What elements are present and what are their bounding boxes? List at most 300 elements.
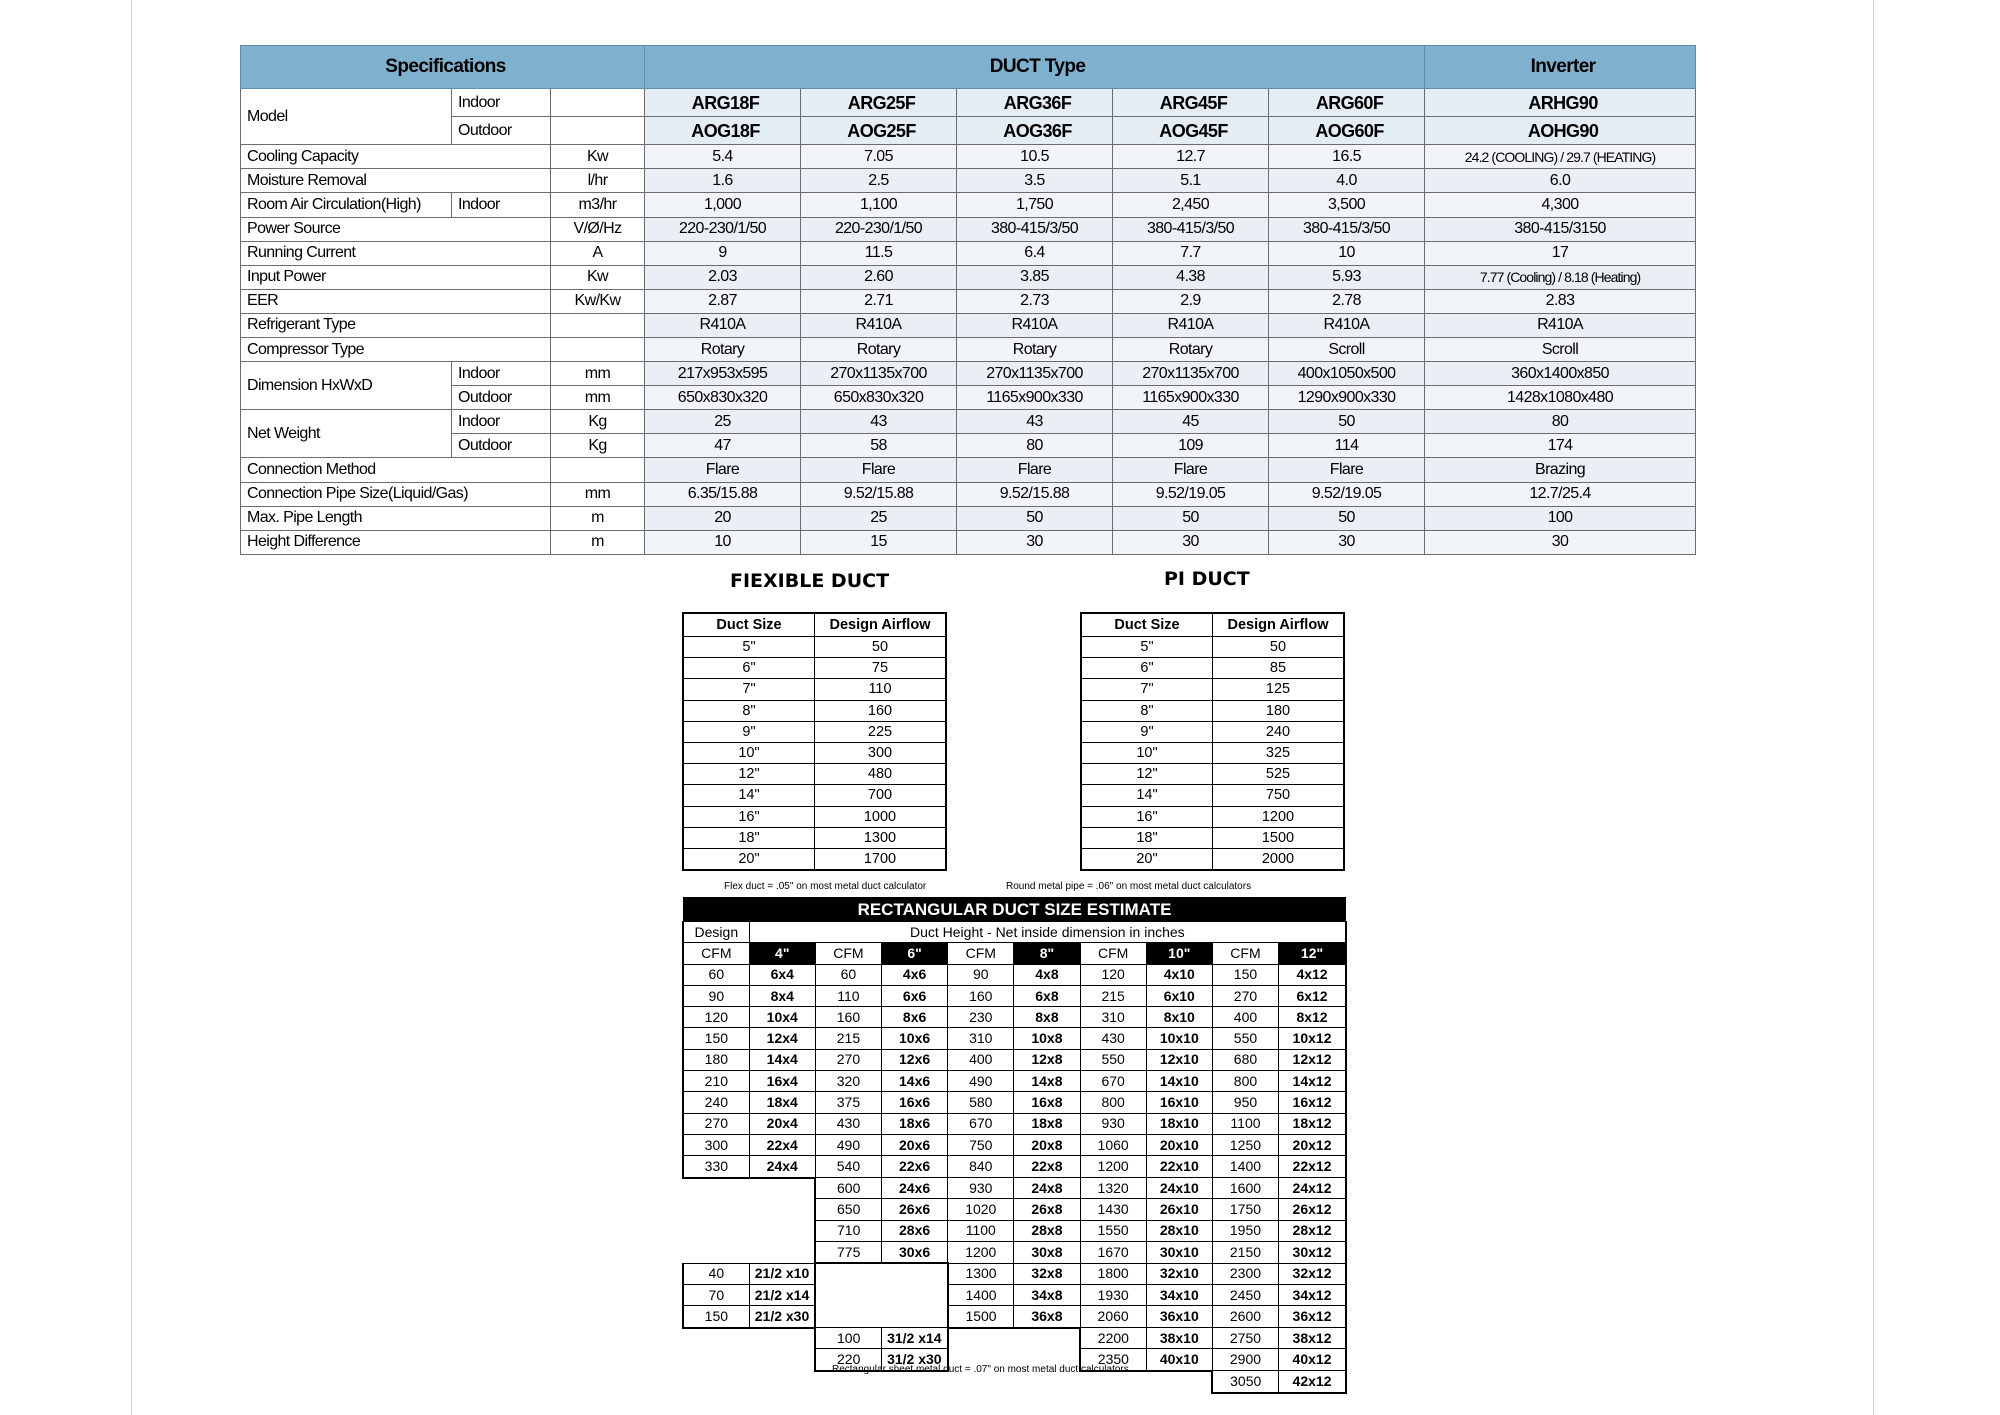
indoor-model: ARG25F — [801, 89, 957, 117]
cfm-cell: 950 — [1212, 1092, 1278, 1113]
spec-value: 25 — [801, 506, 957, 530]
duct-size-cell: 21/2 x30 — [749, 1306, 815, 1328]
spec-value: 1,000 — [645, 193, 801, 217]
duct-size-cell: 34x10 — [1146, 1285, 1212, 1306]
duct-size-cell: 6x10 — [1146, 985, 1212, 1006]
duct-size-cell: 7" — [1081, 679, 1213, 700]
duct-size-cell: 8x8 — [1014, 1007, 1080, 1028]
duct-size-cell: 12x6 — [882, 1049, 948, 1070]
cfm-cell: 1550 — [1080, 1220, 1146, 1241]
spec-label: EER — [241, 289, 551, 313]
cfm-cell: 2600 — [1212, 1306, 1278, 1328]
duct-size-cell: 8x4 — [749, 985, 815, 1006]
design-airflow-cell: 1000 — [815, 806, 947, 827]
cfm-header: CFM — [1212, 943, 1278, 964]
duct-size-cell: 20x6 — [882, 1134, 948, 1155]
net-weight-label: Net Weight — [241, 410, 452, 458]
dimension-indoor-value: 400x1050x500 — [1269, 362, 1425, 386]
spec-value: Brazing — [1425, 458, 1696, 482]
spec-unit: l/hr — [551, 169, 645, 193]
duct-size-cell: 20x8 — [1014, 1134, 1080, 1155]
duct-size-cell: 42x12 — [1279, 1371, 1346, 1393]
spec-value: R410A — [801, 313, 957, 337]
cfm-cell: 930 — [1080, 1113, 1146, 1134]
cfm-header: CFM — [1080, 943, 1146, 964]
cfm-cell: 710 — [815, 1220, 881, 1241]
inverter-header: Inverter — [1425, 46, 1696, 89]
unit-cell — [551, 89, 645, 117]
spec-value: 380-415/3/50 — [957, 217, 1113, 241]
indoor-label: Indoor — [452, 362, 551, 386]
cfm-cell — [683, 1241, 749, 1263]
duct-size-cell — [749, 1178, 815, 1199]
cfm-cell: 1430 — [1080, 1199, 1146, 1220]
cfm-cell: 2350 — [1080, 1349, 1146, 1371]
spec-value: 3.5 — [957, 169, 1113, 193]
cfm-cell: 1200 — [948, 1241, 1014, 1263]
cfm-cell — [683, 1349, 749, 1371]
duct-size-cell: 4x8 — [1014, 964, 1080, 985]
duct-size-cell: 32x8 — [1014, 1263, 1080, 1284]
duct-size-cell: 31/2 x14 — [882, 1328, 948, 1349]
outdoor-model: AOG36F — [957, 117, 1113, 145]
outdoor-label: Outdoor — [452, 434, 551, 458]
spec-label: Room Air Circulation(High) — [241, 193, 452, 217]
cfm-cell: 330 — [683, 1156, 749, 1178]
spec-unit: Kw — [551, 265, 645, 289]
spec-value: 7.77 (Cooling) / 8.18 (Heating) — [1425, 265, 1696, 289]
cfm-cell: 2060 — [1080, 1306, 1146, 1328]
cfm-cell: 1100 — [948, 1220, 1014, 1241]
duct-size-cell: 24x10 — [1146, 1178, 1212, 1199]
duct-size-cell: 22x8 — [1014, 1156, 1080, 1178]
dimension-outdoor-value: 1428x1080x480 — [1425, 386, 1696, 410]
duct-size-cell: 8x10 — [1146, 1007, 1212, 1028]
spec-value: Flare — [801, 458, 957, 482]
cfm-cell: 1670 — [1080, 1241, 1146, 1263]
cfm-cell: 550 — [1212, 1028, 1278, 1049]
cfm-cell: 930 — [948, 1178, 1014, 1199]
duct-size-cell: 12" — [683, 764, 815, 785]
cfm-cell — [683, 1371, 749, 1393]
spec-unit — [551, 337, 645, 361]
net-weight-outdoor-value: 109 — [1113, 434, 1269, 458]
duct-size-cell: 8x12 — [1279, 1007, 1346, 1028]
spec-value: 2.5 — [801, 169, 957, 193]
cfm-cell: 800 — [1080, 1092, 1146, 1113]
duct-height-3-header: 10" — [1146, 943, 1212, 964]
design-label: Design — [683, 922, 749, 943]
cfm-cell: 160 — [948, 985, 1014, 1006]
flex-duct-note: Flex duct = .05" on most metal duct calculator — [724, 881, 927, 892]
spec-value: Rotary — [1113, 337, 1269, 361]
duct-height-4-header: 12" — [1279, 943, 1346, 964]
spec-value: R410A — [1113, 313, 1269, 337]
spec-value: 380-415/3150 — [1425, 217, 1696, 241]
spec-value: 30 — [957, 530, 1113, 554]
spec-unit: mm — [551, 386, 645, 410]
cfm-cell: 300 — [683, 1134, 749, 1155]
design-airflow-cell: 110 — [815, 679, 947, 700]
duct-height-2-header: 8" — [1014, 943, 1080, 964]
design-airflow-cell: 75 — [815, 658, 947, 679]
duct-size-cell: 18" — [683, 827, 815, 848]
unit-cell — [551, 117, 645, 145]
duct-size-cell: 16x8 — [1014, 1092, 1080, 1113]
net-weight-indoor-value: 25 — [645, 410, 801, 434]
duct-size-cell: 18x8 — [1014, 1113, 1080, 1134]
cfm-cell: 540 — [815, 1156, 881, 1178]
spec-value: R410A — [957, 313, 1113, 337]
duct-size-cell: 18x6 — [882, 1113, 948, 1134]
outdoor-label: Outdoor — [452, 117, 551, 145]
cfm-cell: 90 — [683, 985, 749, 1006]
cfm-cell — [948, 1328, 1014, 1349]
duct-size-cell: 40x12 — [1279, 1349, 1346, 1371]
spec-value: 3.85 — [957, 265, 1113, 289]
duct-size-cell — [749, 1199, 815, 1220]
duct-size-cell: 22x4 — [749, 1134, 815, 1155]
duct-size-cell: 10" — [1081, 742, 1213, 763]
duct-size-cell: 34x8 — [1014, 1285, 1080, 1306]
spec-value: 15 — [801, 530, 957, 554]
duct-size-cell — [1146, 1371, 1212, 1393]
cfm-cell: 100 — [815, 1328, 881, 1349]
spec-value: 3,500 — [1269, 193, 1425, 217]
rect-title: RECTANGULAR DUCT SIZE ESTIMATE — [683, 897, 1346, 922]
duct-size-cell: 12x12 — [1279, 1049, 1346, 1070]
spec-unit: Kw/Kw — [551, 289, 645, 313]
spec-value: Flare — [645, 458, 801, 482]
cfm-cell: 1400 — [948, 1285, 1014, 1306]
cfm-cell: 775 — [815, 1241, 881, 1263]
duct-size-cell: 30x12 — [1279, 1241, 1346, 1263]
cfm-cell: 1750 — [1212, 1199, 1278, 1220]
spec-value: 2.73 — [957, 289, 1113, 313]
spec-value: R410A — [1269, 313, 1425, 337]
duct-size-cell: 21/2 x14 — [749, 1285, 815, 1306]
cfm-cell: 120 — [683, 1007, 749, 1028]
duct-size-cell: 38x12 — [1279, 1328, 1346, 1349]
net-weight-indoor-value: 45 — [1113, 410, 1269, 434]
spec-unit — [551, 313, 645, 337]
spec-value: 220-230/1/50 — [645, 217, 801, 241]
duct-size-cell: 12x8 — [1014, 1049, 1080, 1070]
duct-size-cell: 16x4 — [749, 1071, 815, 1092]
duct-size-cell — [749, 1349, 815, 1371]
spec-value: 17 — [1425, 241, 1696, 265]
dimension-indoor-value: 270x1135x700 — [1113, 362, 1269, 386]
duct-size-cell: 22x10 — [1146, 1156, 1212, 1178]
duct-size-cell — [749, 1328, 815, 1349]
duct-size-cell: 6x6 — [882, 985, 948, 1006]
cfm-cell: 1250 — [1212, 1134, 1278, 1155]
cfm-cell: 430 — [1080, 1028, 1146, 1049]
duct-size-cell: 9" — [683, 721, 815, 742]
duct-size-cell: 40x10 — [1146, 1349, 1212, 1371]
spec-value: 50 — [957, 506, 1113, 530]
cfm-header: CFM — [815, 943, 881, 964]
duct-size-cell: 20x12 — [1279, 1134, 1346, 1155]
spec-unit: Kg — [551, 410, 645, 434]
spec-unit: m3/hr — [551, 193, 645, 217]
spec-value: 2.83 — [1425, 289, 1696, 313]
spec-unit: m — [551, 530, 645, 554]
duct-size-cell: 30x8 — [1014, 1241, 1080, 1263]
cfm-cell: 60 — [815, 964, 881, 985]
cfm-cell: 220 — [815, 1349, 881, 1371]
spec-value: 9.52/15.88 — [957, 482, 1113, 506]
cfm-cell: 1100 — [1212, 1113, 1278, 1134]
cfm-cell: 150 — [683, 1028, 749, 1049]
cfm-cell: 840 — [948, 1156, 1014, 1178]
spec-label: Cooling Capacity — [241, 145, 551, 169]
cfm-cell — [683, 1178, 749, 1199]
cfm-cell: 2200 — [1080, 1328, 1146, 1349]
cfm-cell: 600 — [815, 1178, 881, 1199]
duct-size-cell: 28x8 — [1014, 1220, 1080, 1241]
duct-size-cell — [749, 1241, 815, 1263]
spec-value: 5.4 — [645, 145, 801, 169]
cfm-cell: 1200 — [1080, 1156, 1146, 1178]
net-weight-indoor-value: 43 — [801, 410, 957, 434]
cfm-cell: 150 — [1212, 964, 1278, 985]
duct-size-cell: 14x6 — [882, 1071, 948, 1092]
duct-size-cell: 24x12 — [1279, 1178, 1346, 1199]
spec-value: 20 — [645, 506, 801, 530]
duct-size-cell: 26x8 — [1014, 1199, 1080, 1220]
spec-value: Rotary — [645, 337, 801, 361]
pi-duct-table — [1080, 612, 1345, 871]
duct-size-cell: 6x12 — [1279, 985, 1346, 1006]
outdoor-model: AOG18F — [645, 117, 801, 145]
design-airflow-cell: 1300 — [815, 827, 947, 848]
design-airflow-cell: 2000 — [1213, 848, 1345, 870]
cfm-cell: 680 — [1212, 1049, 1278, 1070]
duct-size-cell: 32x10 — [1146, 1263, 1212, 1284]
spec-value: Flare — [957, 458, 1113, 482]
cfm-cell — [683, 1220, 749, 1241]
cfm-cell: 400 — [1212, 1007, 1278, 1028]
spec-value: 4.38 — [1113, 265, 1269, 289]
spec-label: Max. Pipe Length — [241, 506, 551, 530]
duct-size-cell: 12x4 — [749, 1028, 815, 1049]
spec-sublabel: Indoor — [452, 193, 551, 217]
spec-value: 1.6 — [645, 169, 801, 193]
duct-size-cell: 20" — [1081, 848, 1213, 870]
duct-size-cell: 10x4 — [749, 1007, 815, 1028]
spec-label: Compressor Type — [241, 337, 551, 361]
spec-value: Scroll — [1269, 337, 1425, 361]
spec-value: 2,450 — [1113, 193, 1269, 217]
cfm-cell: 270 — [1212, 985, 1278, 1006]
net-weight-outdoor-value: 80 — [957, 434, 1113, 458]
spec-value: 24.2 (COOLING) / 29.7 (HEATING) — [1425, 145, 1696, 169]
duct-size-cell: 36x8 — [1014, 1306, 1080, 1328]
spec-value: 4.0 — [1269, 169, 1425, 193]
rectangular-duct-note: Rectangular sheet metal duct = .07" on most metal duct calculators — [832, 1364, 1129, 1375]
spec-value: 6.35/15.88 — [645, 482, 801, 506]
design-airflow-header: Design Airflow — [815, 613, 947, 637]
spec-value: 7.05 — [801, 145, 957, 169]
duct-size-header: Duct Size — [683, 613, 815, 637]
duct-size-cell: 4x10 — [1146, 964, 1212, 985]
cfm-cell: 750 — [948, 1134, 1014, 1155]
indoor-model: ARG36F — [957, 89, 1113, 117]
specifications-table — [240, 45, 1696, 555]
cfm-cell: 1300 — [948, 1263, 1014, 1284]
indoor-model: ARG18F — [645, 89, 801, 117]
cfm-cell: 490 — [815, 1134, 881, 1155]
duct-size-cell: 7" — [683, 679, 815, 700]
design-airflow-cell: 700 — [815, 785, 947, 806]
spec-value: 12.7 — [1113, 145, 1269, 169]
dimension-indoor-value: 270x1135x700 — [801, 362, 957, 386]
duct-height-0-header: 4" — [749, 943, 815, 964]
spec-value: 2.78 — [1269, 289, 1425, 313]
spec-unit: m — [551, 506, 645, 530]
duct-size-cell: 14" — [683, 785, 815, 806]
cfm-cell: 40 — [683, 1263, 749, 1284]
cfm-cell: 2150 — [1212, 1241, 1278, 1263]
net-weight-outdoor-value: 58 — [801, 434, 957, 458]
spec-value: 10 — [645, 530, 801, 554]
spec-value: 30 — [1113, 530, 1269, 554]
design-airflow-cell: 225 — [815, 721, 947, 742]
design-airflow-cell: 1700 — [815, 848, 947, 870]
net-weight-outdoor-value: 174 — [1425, 434, 1696, 458]
duct-size-cell: 16" — [683, 806, 815, 827]
duct-size-cell: 24x4 — [749, 1156, 815, 1178]
outdoor-model: AOG25F — [801, 117, 957, 145]
indoor-label: Indoor — [452, 410, 551, 434]
duct-size-cell — [749, 1220, 815, 1241]
cfm-cell: 70 — [683, 1285, 749, 1306]
spec-value: 16.5 — [1269, 145, 1425, 169]
cfm-cell: 120 — [1080, 964, 1146, 985]
spec-value: 6.0 — [1425, 169, 1696, 193]
design-airflow-cell: 1200 — [1213, 806, 1345, 827]
cfm-cell: 670 — [1080, 1071, 1146, 1092]
indoor-model: ARG45F — [1113, 89, 1269, 117]
duct-size-cell: 22x12 — [1279, 1156, 1346, 1178]
spec-value: 220-230/1/50 — [801, 217, 957, 241]
cfm-cell: 550 — [1080, 1049, 1146, 1070]
spec-value: 2.87 — [645, 289, 801, 313]
duct-size-cell — [882, 1285, 948, 1306]
cfm-cell: 650 — [815, 1199, 881, 1220]
spec-value: 1,750 — [957, 193, 1113, 217]
spec-label: Connection Method — [241, 458, 551, 482]
duct-size-cell — [1014, 1328, 1080, 1349]
cfm-cell: 160 — [815, 1007, 881, 1028]
spec-value: 50 — [1269, 506, 1425, 530]
spec-value: 2.03 — [645, 265, 801, 289]
cfm-cell: 310 — [1080, 1007, 1146, 1028]
spec-value: 9.52/15.88 — [801, 482, 957, 506]
net-weight-outdoor-value: 114 — [1269, 434, 1425, 458]
spec-value: 5.93 — [1269, 265, 1425, 289]
duct-size-cell: 14x10 — [1146, 1071, 1212, 1092]
duct-size-cell: 10x10 — [1146, 1028, 1212, 1049]
dimension-outdoor-value: 1165x900x330 — [1113, 386, 1269, 410]
dimension-outdoor-value: 1165x900x330 — [957, 386, 1113, 410]
outdoor-model: AOG45F — [1113, 117, 1269, 145]
design-airflow-cell: 180 — [1213, 700, 1345, 721]
design-airflow-cell: 50 — [815, 637, 947, 658]
duct-size-cell: 30x6 — [882, 1241, 948, 1263]
duct-size-cell: 10x8 — [1014, 1028, 1080, 1049]
duct-size-cell: 28x6 — [882, 1220, 948, 1241]
net-weight-indoor-value: 50 — [1269, 410, 1425, 434]
cfm-header: CFM — [948, 943, 1014, 964]
dimension-outdoor-value: 650x830x320 — [645, 386, 801, 410]
design-airflow-cell: 240 — [1213, 721, 1345, 742]
spec-value: 7.7 — [1113, 241, 1269, 265]
duct-size-cell: 34x12 — [1279, 1285, 1346, 1306]
cfm-cell: 1600 — [1212, 1178, 1278, 1199]
duct-size-cell: 28x12 — [1279, 1220, 1346, 1241]
cfm-cell: 1500 — [948, 1306, 1014, 1328]
duct-size-cell: 16x6 — [882, 1092, 948, 1113]
duct-size-cell: 18x12 — [1279, 1113, 1346, 1134]
spec-value: R410A — [645, 313, 801, 337]
cfm-cell: 150 — [683, 1306, 749, 1328]
cfm-cell: 60 — [683, 964, 749, 985]
cfm-cell: 2450 — [1212, 1285, 1278, 1306]
design-airflow-cell: 325 — [1213, 742, 1345, 763]
duct-size-cell: 8" — [683, 700, 815, 721]
duct-size-cell: 5" — [1081, 637, 1213, 658]
cfm-cell: 1400 — [1212, 1156, 1278, 1178]
duct-size-cell: 16" — [1081, 806, 1213, 827]
duct-size-cell: 9" — [1081, 721, 1213, 742]
design-airflow-cell: 480 — [815, 764, 947, 785]
duct-size-cell: 4x12 — [1279, 964, 1346, 985]
spec-unit: A — [551, 241, 645, 265]
cfm-cell — [815, 1285, 881, 1306]
dimension-indoor-value: 217x953x595 — [645, 362, 801, 386]
spec-value: 2.9 — [1113, 289, 1269, 313]
dimension-label: Dimension HxWxD — [241, 362, 452, 410]
spec-value: R410A — [1425, 313, 1696, 337]
spec-value: 9.52/19.05 — [1269, 482, 1425, 506]
model-label: Model — [241, 89, 452, 145]
net-weight-indoor-value: 80 — [1425, 410, 1696, 434]
duct-size-cell: 28x10 — [1146, 1220, 1212, 1241]
cfm-cell: 180 — [683, 1049, 749, 1070]
duct-size-cell — [882, 1306, 948, 1328]
spec-value: Rotary — [801, 337, 957, 361]
spec-value: 30 — [1425, 530, 1696, 554]
duct-size-cell: 26x12 — [1279, 1199, 1346, 1220]
spec-value: 11.5 — [801, 241, 957, 265]
cfm-cell: 1320 — [1080, 1178, 1146, 1199]
spec-unit: mm — [551, 362, 645, 386]
spec-label: Power Source — [241, 217, 551, 241]
spec-value: 50 — [1113, 506, 1269, 530]
cfm-cell: 230 — [948, 1007, 1014, 1028]
spec-label: Height Difference — [241, 530, 551, 554]
duct-size-cell: 6" — [1081, 658, 1213, 679]
duct-size-cell — [749, 1371, 815, 1393]
outdoor-model: AOHG90 — [1425, 117, 1696, 145]
duct-height-1-header: 6" — [882, 943, 948, 964]
spec-unit — [551, 458, 645, 482]
indoor-model: ARHG90 — [1425, 89, 1696, 117]
duct-size-cell: 18" — [1081, 827, 1213, 848]
cfm-cell: 800 — [1212, 1071, 1278, 1092]
